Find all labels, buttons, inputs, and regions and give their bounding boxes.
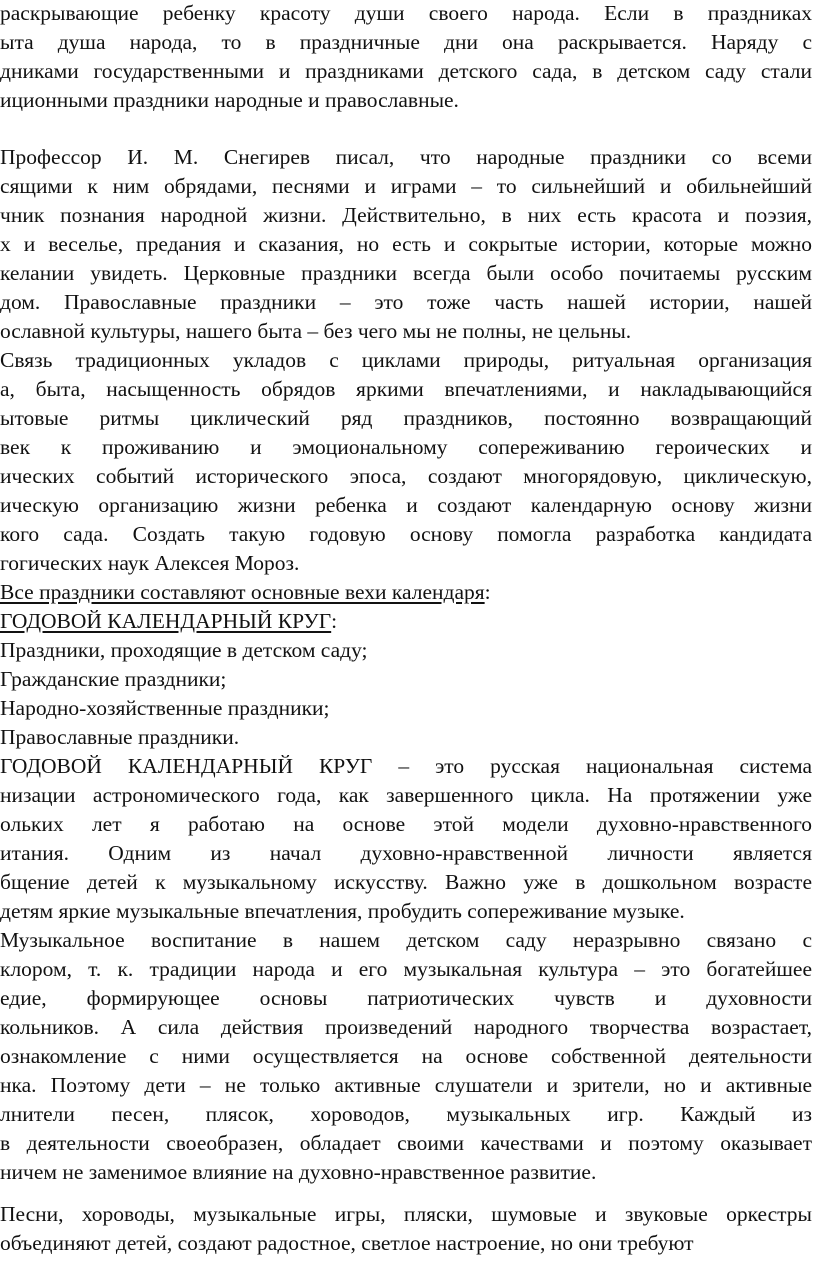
text-line: х и веселье, предания и сказания, но есть и сокрытые истории, которые можно (0, 232, 812, 256)
text-line: ических событий исторического эпоса, создают многорядовую, циклическую, (0, 464, 812, 488)
text-line: ничем не заменимое влияние на духовно-нравственное развитие. (0, 1160, 597, 1184)
text-line: сящими к ним обрядами, песнями и играми – то сильнейший и обильнейший (0, 174, 812, 198)
text-line: дом. Православные праздники – это тоже часть нашей истории, нашей (0, 290, 812, 314)
text-line: кого сада. Создать такую годовую основу помогла разработка кандидата (0, 522, 812, 546)
text-line: ознакомление с ними осуществляется на основе собственной деятельности (0, 1044, 812, 1068)
text-line: ГОДОВОЙ КАЛЕНДАРНЫЙ КРУГ – это русская национальная система (0, 754, 812, 778)
text-line: бщение детей к музыкальному искусству. Важно уже в дошкольном возрасте (0, 870, 812, 894)
text-line: низации астрономического года, как завершенного цикла. На протяжении уже (0, 783, 812, 807)
text-line: чник познания народной жизни. Действительно, в них есть красота и поэзия, (0, 203, 812, 227)
text-line: итания. Одним из начал духовно-нравственной личности является (0, 841, 812, 865)
text-line: объединяют детей, создают радостное, светлое настроение, но они требуют (0, 1231, 694, 1255)
text-line: век к проживанию и эмоциональному сопереживанию героических и (0, 435, 812, 459)
text-line: ольких лет я работаю на основе этой модели духовно-нравственного (0, 812, 812, 836)
circle-heading-underlined: ГОДОВОЙ КАЛЕНДАРНЫЙ КРУГ (0, 609, 332, 633)
text-line: иционными праздники народные и православные. (0, 88, 459, 112)
calendar-heading (0, 579, 812, 606)
text-line: ытовые ритмы циклический ряд праздников, постоянно возвращающий (0, 406, 812, 430)
text-line: а, быта, насыщенность обрядов яркими впечатлениями, и накладывающийся (0, 377, 812, 401)
text-line: едие, формирующее основы патриотических чувств и духовности (0, 986, 812, 1010)
list-item: Православные праздники. (0, 725, 240, 749)
text-line: Песни, хороводы, музыкальные игры, пляски, шумовые и звуковые оркестры (0, 1202, 812, 1226)
text-line: ическую организацию жизни ребенка и создают календарную основу жизни (0, 493, 812, 517)
list-item: Праздники, проходящие в детском саду; (0, 638, 368, 662)
text-line: кольников. А сила действия произведений народного творчества возрастает, (0, 1015, 812, 1039)
text-line: в деятельности своеобразен, обладает своими качествами и поэтому оказывает (0, 1131, 812, 1155)
text-line: Музыкальное воспитание в нашем детском саду неразрывно связано с (0, 928, 812, 952)
circle-heading-tail: : (331, 609, 338, 633)
text-line: Связь традиционных укладов с циклами природы, ритуальная организация (0, 348, 812, 372)
text-line: раскрывающие ребенку красоту души своего народа. Если в праздниках (0, 1, 812, 25)
text-line: гогических наук Алексея Мороз. (0, 551, 300, 575)
text-line: детям яркие музыкальные впечатления, пробудить сопереживание музыке. (0, 899, 685, 923)
text-line: клором, т. к. традиции народа и его музыкальная культура – это богатейшее (0, 957, 812, 981)
text-line: ыта душа народа, то в праздничные дни она раскрывается. Наряду с (0, 30, 812, 54)
circle-heading (0, 608, 812, 635)
text-line: нка. Поэтому дети – не только активные слушатели и зрители, но и активные (0, 1073, 812, 1097)
calendar-heading-tail: : (484, 580, 491, 604)
list-item: Гражданские праздники; (0, 667, 227, 691)
text-line: келании увидеть. Церковные праздники всегда были особо почитаемы русским (0, 261, 812, 285)
list-item: Народно-хозяйственные праздники; (0, 696, 330, 720)
text-line: ославной культуры, нашего быта – без чего мы не полны, не цельны. (0, 319, 632, 343)
text-line: лнители песен, плясок, хороводов, музыкальных игр. Каждый из (0, 1102, 812, 1126)
text-line: Профессор И. М. Снегирев писал, что народные праздники со всеми (0, 145, 812, 169)
calendar-heading-underlined: Все праздники составляют основные вехи календаря (0, 580, 485, 604)
text-line: дниками государственными и праздниками детского сада, в детском саду стали (0, 59, 812, 83)
